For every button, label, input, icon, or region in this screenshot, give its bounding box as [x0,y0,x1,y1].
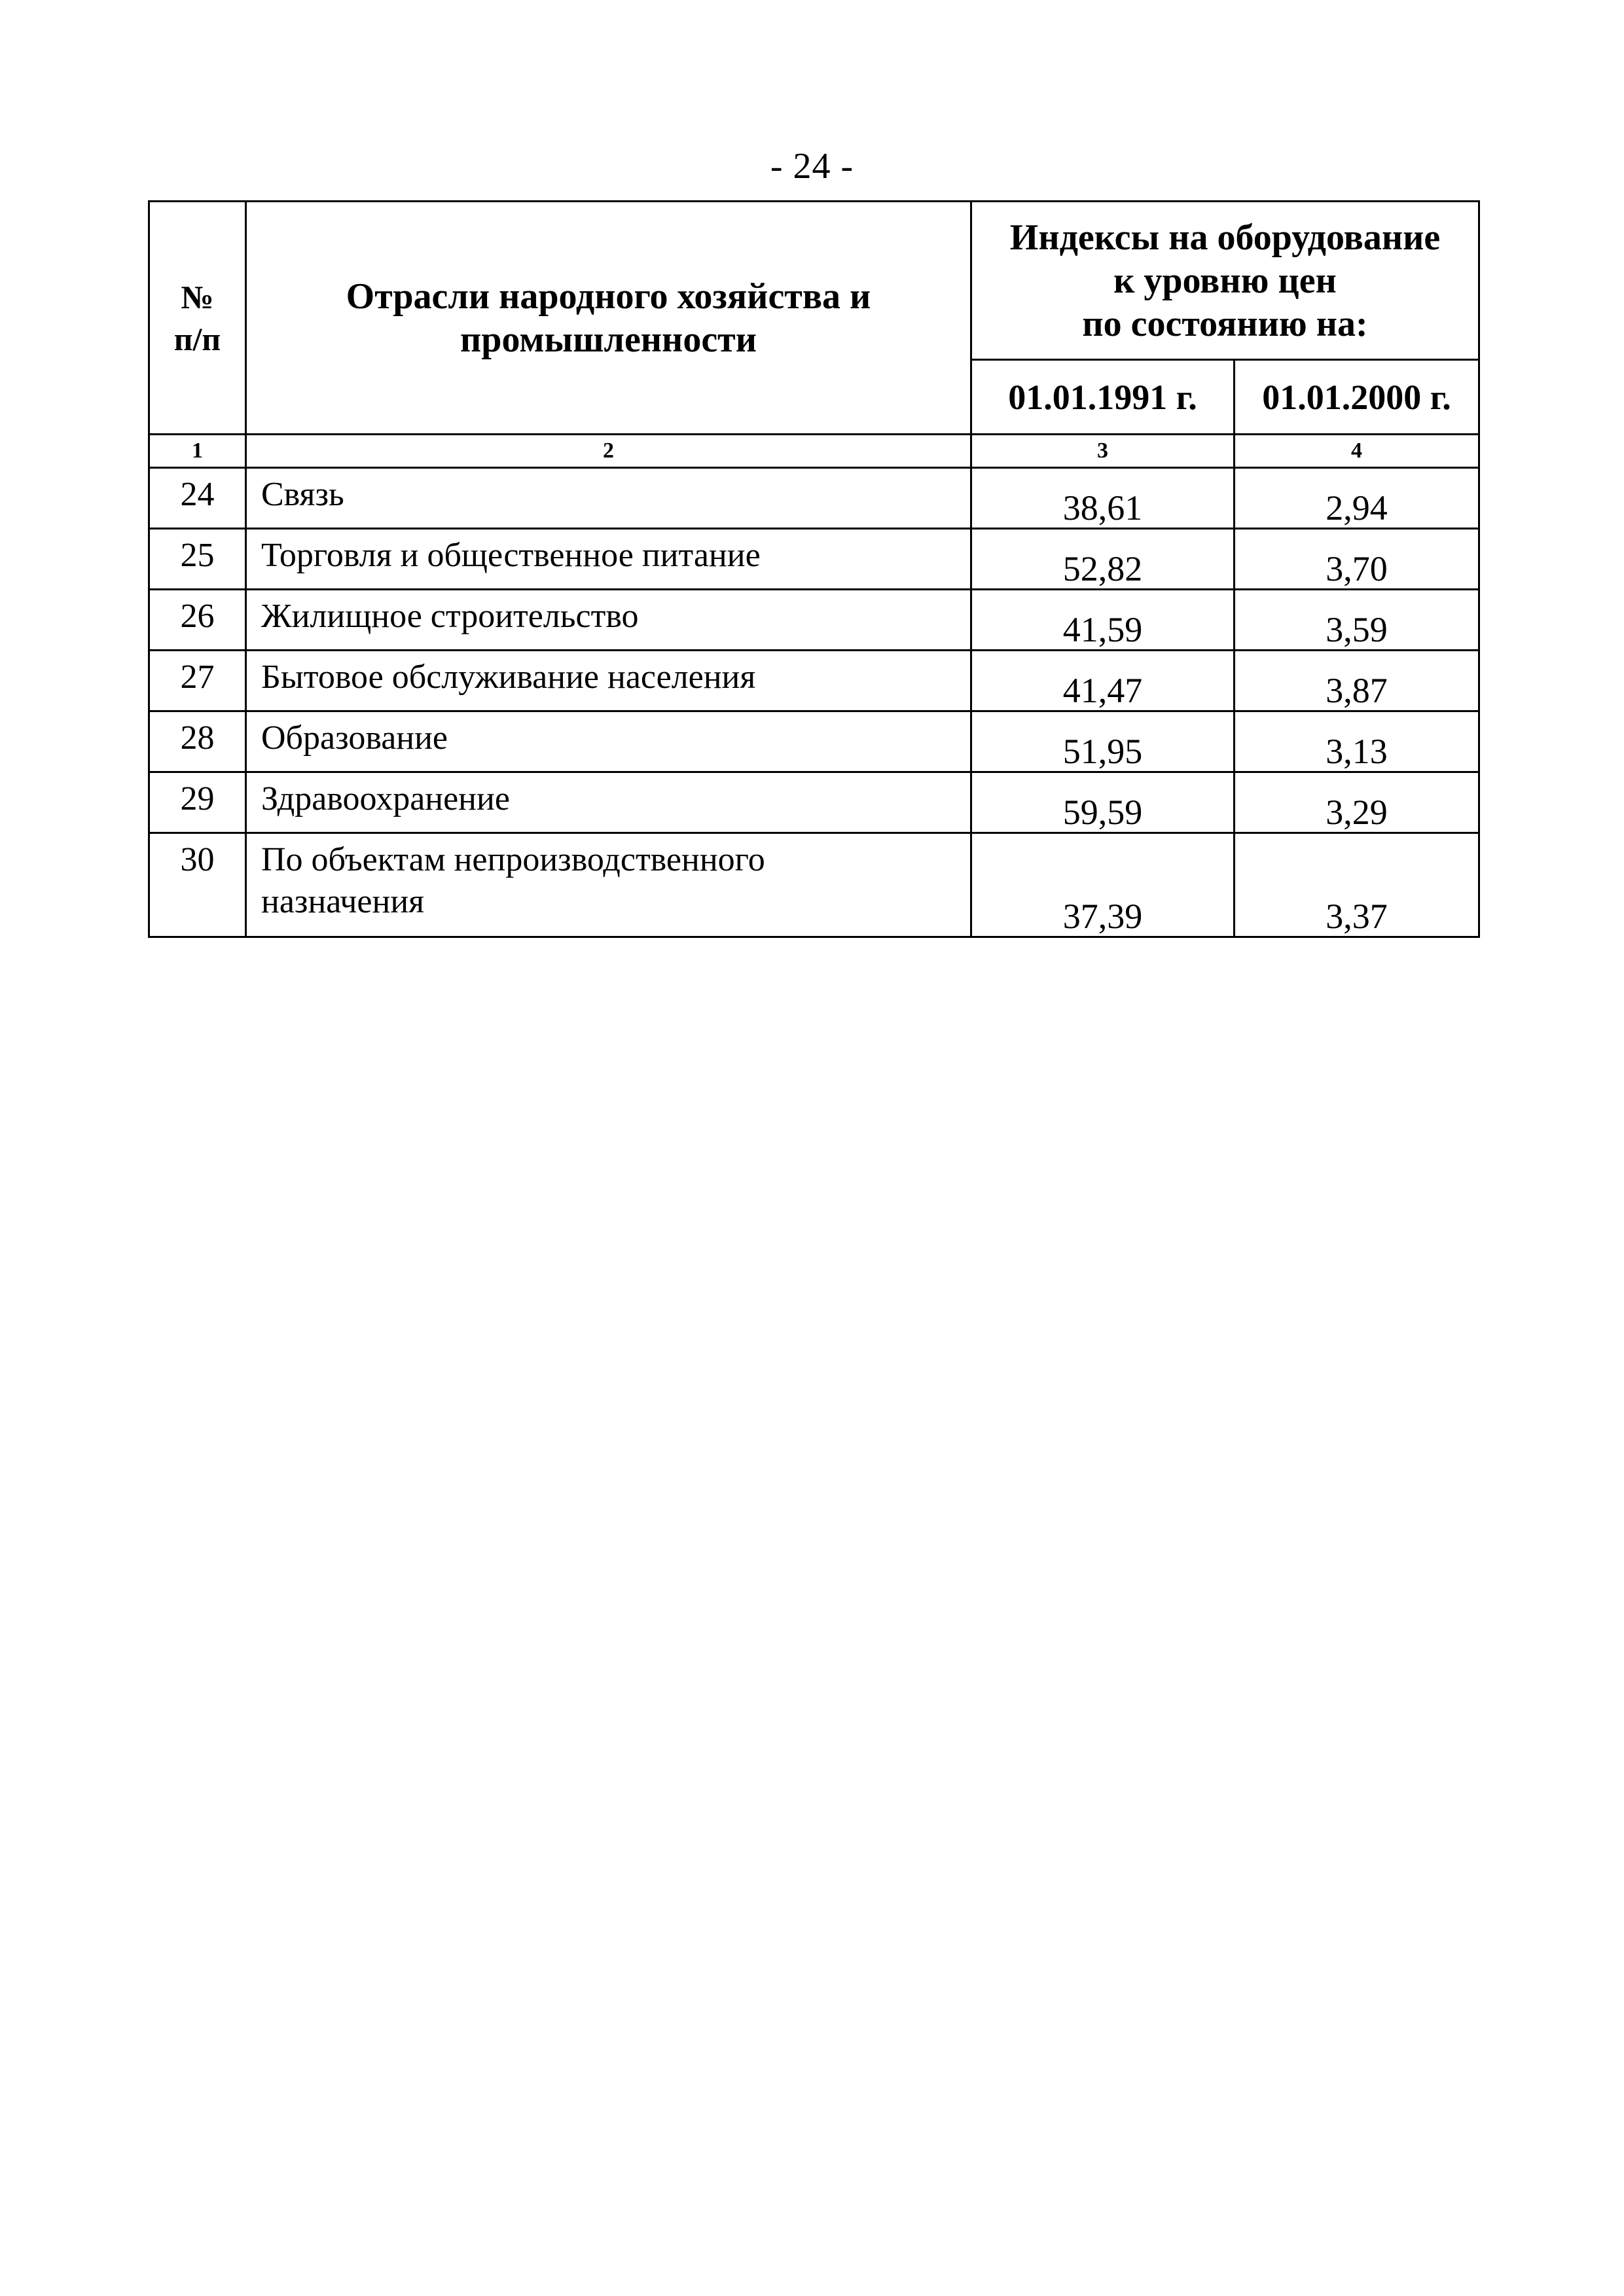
row-index-2000: 3,37 [1235,833,1479,937]
row-branch-name [246,833,971,937]
table-row [149,468,1479,529]
header-row-number-text: № п/п [173,278,221,357]
row-branch-name: Торговля и общественное питание [246,529,971,590]
row-index-1991: 41,47 [971,651,1235,711]
table-row [149,833,1479,937]
row-branch-name: Жилищное строительство [246,590,971,651]
header-branch [246,202,971,435]
header-branch-text: Отрасли народного хозяйства и промышленности [346,276,871,360]
page-number: - 24 - [770,146,854,187]
table-row [149,772,1479,833]
header-date-2000: 01.01.2000 г. [1235,360,1479,435]
column-number: 4 [1235,435,1479,468]
header-date-1991: 01.01.1991 г. [971,360,1235,435]
row-branch-name: Образование [246,711,971,772]
table-row [149,590,1479,651]
row-branch-name: Связь [246,468,971,529]
row-index-1991: 37,39 [971,833,1235,937]
row-number: 25 [149,529,246,590]
row-index-1991: 41,59 [971,590,1235,651]
row-index-1991: 38,61 [971,468,1235,529]
row-branch-name: Бытовое обслуживание населения [246,651,971,711]
row-index-2000: 3,87 [1235,651,1479,711]
column-number: 2 [246,435,971,468]
row-index-1991: 52,82 [971,529,1235,590]
row-index-2000: 3,29 [1235,772,1479,833]
row-number: 27 [149,651,246,711]
row-index-1991: 51,95 [971,711,1235,772]
row-number: 26 [149,590,246,651]
header-indices-text: Индексы на оборудование к уровню цен по состоянию на: [1009,217,1441,344]
table-row [149,711,1479,772]
table-row [149,529,1479,590]
row-index-1991: 59,59 [971,772,1235,833]
row-index-2000: 3,59 [1235,590,1479,651]
row-number: 30 [149,833,246,937]
row-branch-name: Здравоохранение [246,772,971,833]
row-branch-name-text: По объектам непроизводственного назначения [261,841,765,920]
row-index-2000: 3,70 [1235,529,1479,590]
row-index-2000: 3,13 [1235,711,1479,772]
column-number: 1 [149,435,246,468]
row-number: 29 [149,772,246,833]
row-index-2000: 2,94 [1235,468,1479,529]
row-number: 24 [149,468,246,529]
column-number: 3 [971,435,1235,468]
row-number: 28 [149,711,246,772]
header-indices [971,202,1479,360]
table-row [149,651,1479,711]
header-row-number [149,202,246,435]
equipment-indices-table [148,200,1480,938]
